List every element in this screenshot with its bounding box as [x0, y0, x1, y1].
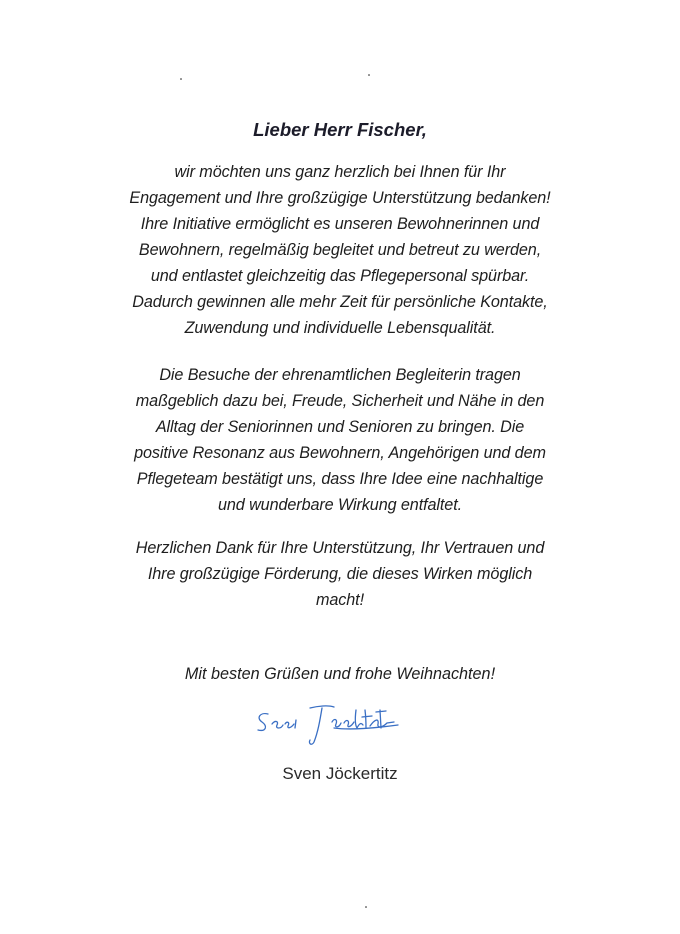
paragraph-line: Pflegeteam bestätigt uns, dass Ihre Idee eine nachhaltige	[136, 470, 544, 488]
paragraph-line: positive Resonanz aus Bewohnern, Angehörigen und dem	[134, 444, 546, 462]
handwritten-signature	[248, 698, 428, 750]
paragraph-line: Zuwendung und individuelle Lebensqualität.	[184, 319, 496, 337]
paragraph-line: maßgeblich dazu bei, Freude, Sicherheit und Nähe in den	[135, 392, 545, 410]
paragraph-line: Ihre großzügige Förderung, die dieses Wirken möglich	[147, 565, 533, 583]
paragraph-line: macht!	[316, 591, 364, 609]
paragraph-line: und entlastet gleichzeitig das Pflegepersonal spürbar.	[150, 267, 530, 285]
paragraph-line: Dadurch gewinnen alle mehr Zeit für persönliche Kontakte,	[132, 293, 548, 311]
paragraph-line: Alltag der Seniorinnen und Senioren zu bringen. Die	[155, 418, 525, 436]
letter-paragraph-1	[60, 159, 620, 341]
scan-speck	[180, 78, 182, 80]
letter-paragraph-3	[60, 535, 620, 613]
scan-speck	[368, 74, 370, 76]
paragraph-line: und wunderbare Wirkung entfaltet.	[217, 496, 462, 514]
scan-speck	[365, 906, 367, 908]
signer-name: Sven Jöckertitz	[282, 764, 398, 783]
paragraph-line: Die Besuche der ehrenamtlichen Begleiterin tragen	[159, 366, 521, 384]
letter-paragraph-2	[60, 362, 620, 518]
letter-closing: Mit besten Grüßen und frohe Weihnachten!	[184, 665, 496, 683]
paragraph-line: Bewohnern, regelmäßig begleitet und betreut zu werden,	[138, 241, 542, 259]
letter-greeting: Lieber Herr Fischer,	[253, 119, 427, 140]
paragraph-line: Ihre Initiative ermöglicht es unseren Bewohnerinnen und	[140, 215, 540, 233]
paragraph-line: Engagement und Ihre großzügige Unterstützung bedanken!	[129, 189, 551, 207]
paragraph-line: Herzlichen Dank für Ihre Unterstützung, Ihr Vertrauen und	[135, 539, 545, 557]
paragraph-line: wir möchten uns ganz herzlich bei Ihnen für Ihr	[174, 163, 506, 181]
